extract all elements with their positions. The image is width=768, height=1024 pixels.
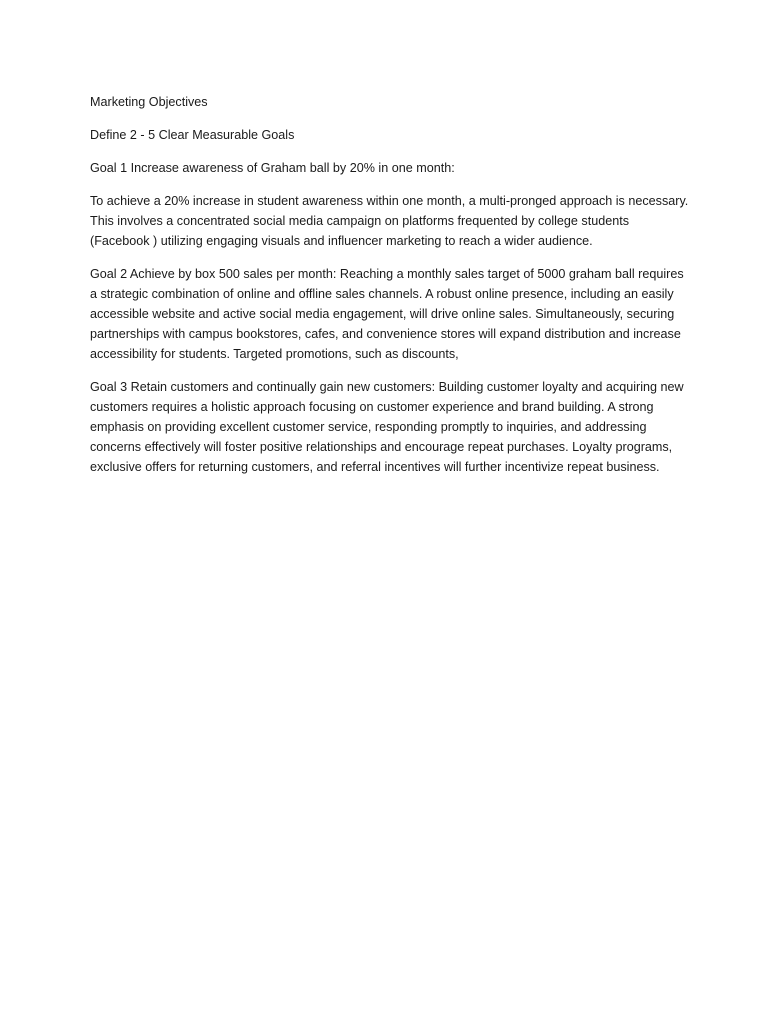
document-body xyxy=(90,92,690,490)
goal-1-title: Goal 1 Increase awareness of Graham ball by 20% in one month: xyxy=(90,161,455,175)
document-subheading: Define 2 - 5 Clear Measurable Goals xyxy=(90,128,295,142)
goal-1-paragraph: To achieve a 20% increase in student awareness within one month, a multi-pronged approach is necessary. This involves a concentrated social media campaign on platforms frequented by college students (Facebook ) utilizing engaging visuals and influencer marketing to reach a wider audience. xyxy=(90,194,689,248)
document-heading: Marketing Objectives xyxy=(90,95,208,109)
goal-2-paragraph: Goal 2 Achieve by box 500 sales per month: Reaching a monthly sales target of 5000 graham ball requires a strategic combination of online and offline sales channels. A robust online presence, including an easily accessible website and active social media engagement, will drive online sales. Simultaneously, securing partnerships with campus bookstores, cafes, and convenience stores will expand distribution and increase accessibility for students. Targeted promotions, such as discounts, xyxy=(90,267,684,361)
goal-3-paragraph: Goal 3 Retain customers and continually gain new customers: Building customer loyalty and acquiring new customers requires a holistic approach focusing on customer experience and brand building. A strong emphasis on providing excellent customer service, responding promptly to inquiries, and addressing concerns effectively will foster positive relationships and encourage repeat purchases. Loyalty programs, exclusive offers for returning customers, and referral incentives will further incentivize repeat business. xyxy=(90,380,684,474)
